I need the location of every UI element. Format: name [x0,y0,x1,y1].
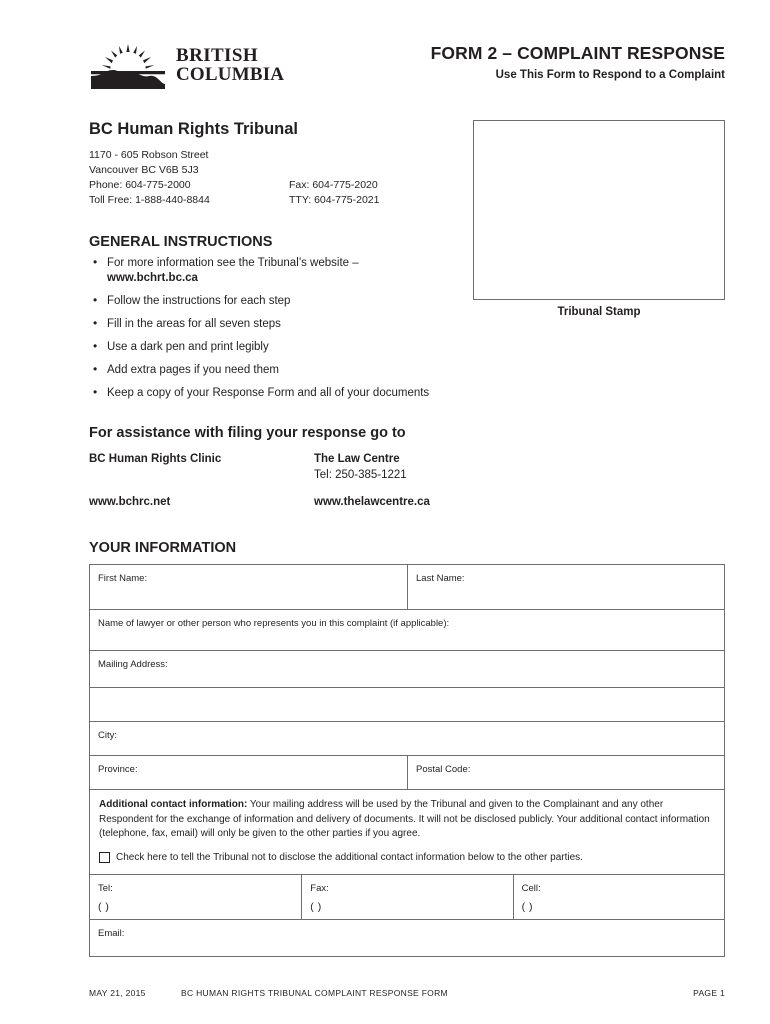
mailing-address-label: Mailing Address: [98,659,168,670]
footer-title: BC HUMAN RIGHTS TRIBUNAL COMPLAINT RESPONSE FORM [181,988,448,998]
table-row [90,565,724,610]
footer-date: MAY 21, 2015 [89,988,146,998]
first-name-label: First Name: [98,573,148,584]
your-information-title: YOUR INFORMATION [89,540,237,556]
list-item [89,317,725,332]
title-block [431,36,725,81]
bc-logo-wordmark [176,46,284,85]
table-row [90,722,724,756]
page-subtitle: Use This Form to Respond to a Complaint [495,69,725,81]
fax-label: Fax: [310,883,329,894]
last-name-label: Last Name: [416,573,465,584]
bc-logo [89,40,284,90]
additional-contact-notice [90,790,724,875]
tribunal-stamp-caption: Tribunal Stamp [557,306,641,318]
bc-sun-mountain-logo-icon [89,40,167,90]
postal-code-label: Postal Code: [416,764,471,775]
assistance-org-1-name: BC Human Rights Clinic [89,453,222,465]
mailing-address-field[interactable] [90,651,724,687]
last-name-field[interactable] [407,565,724,609]
first-name-field[interactable] [90,565,407,609]
list-item [89,340,725,355]
assistance-title: For assistance with filing your response go to [89,425,406,441]
list-item [89,256,725,286]
tribunal-toll-free: Toll Free: 1-888-440-8844 [89,194,210,206]
instruction-text: Fill in the areas for all seven steps [107,318,281,330]
tribunal-tty: TTY: 604-775-2021 [289,194,380,206]
general-instructions-list [89,256,725,401]
logo-line-1: BRITISH [176,44,259,66]
page-header [89,36,725,98]
cell-label: Cell: [521,883,541,894]
fax-field[interactable] [301,875,512,919]
fax-area-code-parens: ( ) [310,901,322,913]
province-label: Province: [98,764,138,775]
table-row [90,610,724,651]
cell-field[interactable] [513,875,724,919]
table-row [90,920,724,957]
table-row [90,875,724,920]
general-instructions-title: GENERAL INSTRUCTIONS [89,234,273,250]
cell-area-code-parens: ( ) [521,901,534,913]
tribunal-phone: Phone: 604-775-2000 [89,179,191,191]
page-footer [89,988,725,998]
lawyer-name-label: Name of lawyer or other person who represents you in this complaint (if applicable): [98,618,450,629]
city-field[interactable] [90,722,724,755]
footer-page-number: PAGE 1 [693,988,725,998]
list-item [89,363,725,378]
province-field[interactable] [90,756,407,789]
tel-field[interactable] [90,875,301,919]
non-disclosure-checkbox-row[interactable] [99,851,715,866]
table-row [90,756,724,790]
assistance-org-2-name: The Law Centre [314,453,400,465]
instruction-text: Follow the instructions for each step [107,295,291,307]
table-row [90,688,724,722]
tribunal-name: BC Human Rights Tribunal [89,120,299,138]
additional-contact-notice-text: Your mailing address will be used by the Tribunal and given to the Complainant and any other Respondent for the exchange of information and delivery of documents. It will not be disclosed publicly. Your additional contact information (telephone, fax, email) will only be given to the other parties if you agree. [99,799,710,839]
intro-section [89,120,725,957]
list-item [89,294,725,309]
assistance-phone-row [89,467,725,483]
assistance-org-1-website[interactable]: www.bchrc.net [89,496,171,508]
instruction-text: Keep a copy of your Response Form and all of your documents [107,387,430,399]
table-row [90,651,724,688]
page-title: FORM 2 – COMPLAINT RESPONSE [430,43,725,63]
instruction-link[interactable]: www.bchrt.bc.ca [107,272,198,284]
assistance-names-row [89,451,725,467]
city-label: City: [98,730,117,741]
instruction-text: Use a dark pen and print legibly [107,341,269,353]
lawyer-name-field[interactable] [90,610,724,650]
mailing-address-line2-field[interactable] [90,688,724,721]
assistance-org-2-website[interactable]: www.thelawcentre.ca [314,496,430,508]
non-disclosure-checkbox-label: Check here to tell the Tribunal not to disclose the additional contact information below to the other parties. [116,851,583,863]
tribunal-fax: Fax: 604-775-2020 [289,179,378,191]
tribunal-address-1: 1170 - 605 Robson Street [89,149,209,161]
logo-line-2: COLUMBIA [176,64,285,85]
non-disclosure-checkbox[interactable] [99,852,110,863]
assistance-org-2-phone: Tel: 250-385-1221 [314,469,407,481]
instruction-text: For more information see the Tribunal’s website – [107,257,359,269]
assistance-web-row [89,494,725,510]
postal-code-field[interactable] [407,756,724,789]
instruction-text: Add extra pages if you need them [107,364,279,376]
email-field[interactable] [90,920,724,956]
your-information-table [89,564,725,957]
tel-label: Tel: [98,883,113,894]
tribunal-address-2: Vancouver BC V6B 5J3 [89,164,199,176]
list-item [89,386,725,401]
email-label: Email: [98,928,125,939]
tel-area-code-parens: ( ) [98,901,110,913]
additional-contact-notice-heading: Additional contact information: [99,799,248,810]
